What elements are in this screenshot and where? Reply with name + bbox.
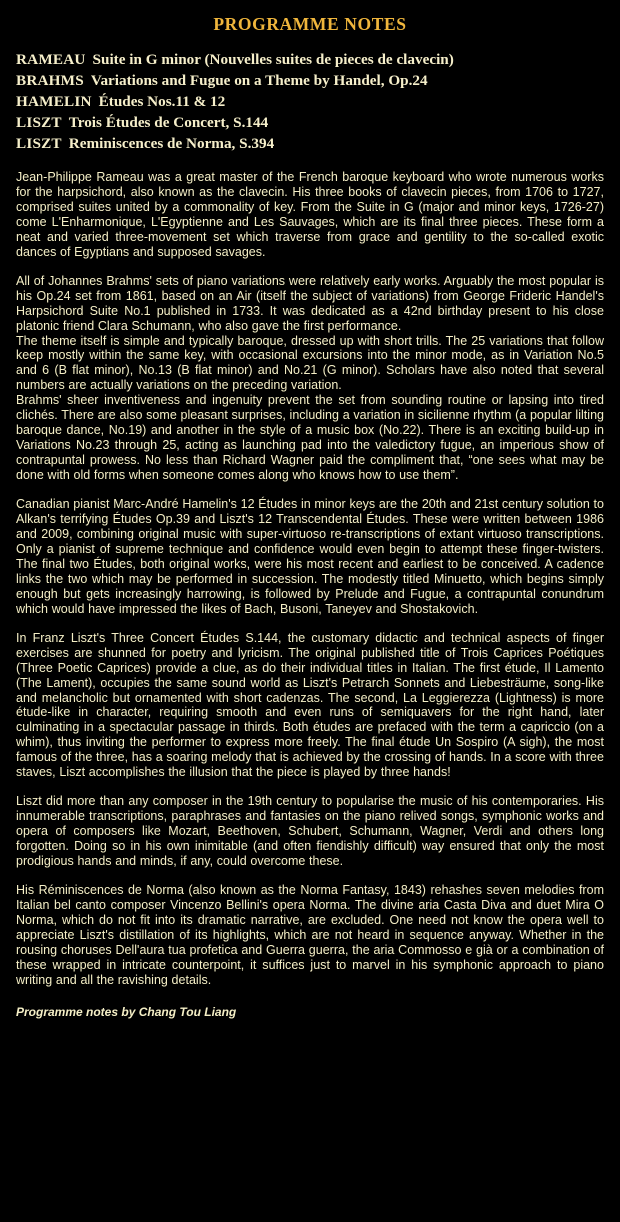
notes-paragraph: Canadian pianist Marc-André Hamelin's 12 Études in minor keys are the 20th and 21st century solution to Alkan's terrifying Études Op.39 and Liszt's 12 Transcendental Études. These were written between 1986 and 2009, combining original music with super-virtuoso re-transcriptions of extant virtuoso transcriptions. Only a pianist of supreme technique and confidence would even begin to attempt these finger-twisters. The final two Études, both original works, were his most recent and earliest to be conceived. A cadence links the two which may be performed in succession. The modestly titled Minuetto, which begins simply enough but gets increasingly harrowing, is followed by Prelude and Fugue, a contrapuntal conundrum which would have impressed the likes of Bach, Busoni, Taneyev and Shostakovich. xyxy=(16,497,604,616)
work-list-item xyxy=(16,133,604,154)
work-list-item xyxy=(16,91,604,112)
notes-paragraph: Jean-Philippe Rameau was a great master of the French baroque keyboard who wrote numerous works for the harpsichord, also known as the clavecin. His three books of clavecin pieces, from 1706 to 1727, comprised suites united by a commonality of key. From the Suite in G (major and minor keys, 1726-27) come L'Enharmonique, L'Egyptienne and Les Sauvages, which are its final three pieces. These form a neat and varied three-movement set which traverse from grace and gentility to the so-called exotic dances of Egyptians and supposed savages. xyxy=(16,170,604,259)
work-composer: LISZT xyxy=(16,135,62,152)
work-composer: BRAHMS xyxy=(16,72,84,89)
programme-notes-body xyxy=(16,170,604,988)
work-list-item xyxy=(16,70,604,91)
notes-paragraph: Liszt did more than any composer in the 19th century to popularise the music of his contemporaries. His innumerable transcriptions, paraphrases and fantasies on the piano relived songs, symphonic works and opera of composers like Mozart, Beethoven, Schubert, Schumann, Wagner, Verdi and others long forgotten. Doing so in his own inimitable (and often fiendishly difficult) way ensured that only the most prodigious hands and minds, if any, could overcome these. xyxy=(16,794,604,869)
credit-line: Programme notes by Chang Tou Liang xyxy=(16,1004,237,1019)
work-title: Variations and Fugue on a Theme by Handel, Op.24 xyxy=(90,72,428,89)
work-list-item xyxy=(16,112,604,133)
notes-paragraph: In Franz Liszt's Three Concert Études S.144, the customary didactic and technical aspects of finger exercises are shunned for poetry and lyricism. The original published title of Trois Caprices Poétiques (Three Poetic Caprices) provide a clue, as do their individual titles in Italian. The first étude, Il Lamento (The Lament), occupies the same sound world as Liszt's Petrarch Sonnets and Liebesträume, song-like and melancholic but ornamented with short cadenzas. The second, La Leggierezza (Lightness) is more étude-like in character, requiring smooth and even runs of semiquavers for the right hand, later culminating in a spectacular passage in thirds. Both études are prefaced with the term a capriccio (on a whim), thus inviting the performer to express more freely. The final étude Un Sospiro (A sigh), the most famous of the three, has a soaring melody that is achieved by the crossing of hands. In a score with three staves, Liszt accomplishes the illusion that the piece is played by three hands! xyxy=(16,630,604,780)
notes-paragraph: All of Johannes Brahms' sets of piano variations were relatively early works. Arguably the most popular is his Op.24 set from 1861, based on an Air (itself the subject of variations) from George Frideric Handel's Harpsichord Suite No.1 published in 1733. It was dedicated as a 42nd birthday present to his close platonic friend Clara Schumann, who also gave the first performance. The theme itself is simple and typically baroque, dressed up with short trills. The 25 variations that follow keep mostly within the same key, with occasional excursions into the minor mode, as in Variation No.5 and 6 (B flat minor), No.13 (B flat minor) and No.21 (G minor). Scholars have also noted that several numbers are actually variations on the preceding variation. Brahms' sheer inventiveness and ingenuity prevent the set from sounding routine or lapsing into tired clichés. There are also some pleasant surprises, including a variation in sicilienne rhythm (a popular lilting baroque dance, No.19) and another in the style of a music box (No.22). There is an exciting build-up in Variations No.23 through 25, acting as launching pad into the valedictory fugue, an imperious show of contrapuntal prowess. No less than Richard Wagner paid the compliment that, “one sees what may be done with old forms when someone comes along who knows how to use them”. xyxy=(16,273,604,483)
work-composer: RAMEAU xyxy=(16,51,86,68)
work-title: Trois Études de Concert, S.144 xyxy=(68,114,269,131)
work-title: Études Nos.11 & 12 xyxy=(98,93,226,110)
works-list xyxy=(16,49,604,154)
work-composer: LISZT xyxy=(16,114,62,131)
work-title: Suite in G minor (Nouvelles suites de pieces de clavecin) xyxy=(92,51,454,68)
work-title: Reminiscences de Norma, S.394 xyxy=(68,135,275,152)
notes-paragraph: His Réminiscences de Norma (also known as the Norma Fantasy, 1843) rehashes seven melodies from Italian bel canto composer Vincenzo Bellini's opera Norma. The divine aria Casta Diva and duet Mira O Norma, which do not fit into its dramatic narrative, are excluded. One need not know the opera well to appreciate Liszt's distillation of its highlights, which are not heard in sequence anyway. Whether in the rousing choruses Dell'aura tua profetica and Guerra guerra, the aria Commosso e già or a combination of these wrapped in intricate counterpoint, it suffices just to marvel in his symphonic approach to piano writing and all the ravishing details. xyxy=(16,882,604,987)
work-composer: HAMELIN xyxy=(16,93,92,110)
work-list-item xyxy=(16,49,604,70)
page-title: PROGRAMME NOTES xyxy=(213,14,407,34)
